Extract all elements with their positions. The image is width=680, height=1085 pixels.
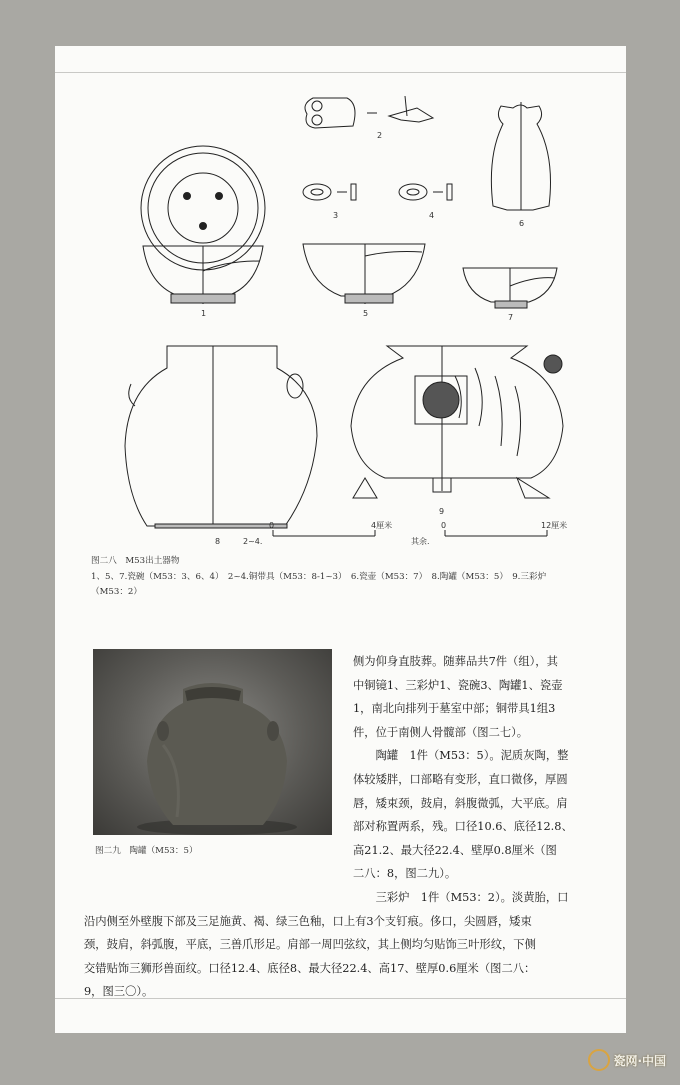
belt-fitting-2 <box>305 96 433 128</box>
text-line: 二八：8，图二九）。 <box>353 867 457 881</box>
text-line: 高21.2、最大径22.4、壁厚0.8厘米（图 <box>353 843 557 857</box>
text-full-width <box>84 886 568 1004</box>
label-5: 5 <box>363 309 369 318</box>
figure-29-caption: 图二九 陶罐（M53：5） <box>95 846 198 856</box>
text-line: 三彩炉 1件（M53：2）。淡黄胎，口 <box>353 891 569 904</box>
scale-right-zero: 0 <box>441 521 447 530</box>
scale-right-end: 12厘米 <box>541 521 568 530</box>
text-line: 陶罐 1件（M53：5）。泥质灰陶，整 <box>353 749 569 763</box>
jar-photo <box>93 649 332 835</box>
text-line: 沿内侧至外壁腹下部及三足施黄、褐、绿三色釉，口上有3个支钉痕。侈口，尖圆唇，矮束 <box>84 914 532 928</box>
text-line: 颈，鼓肩，斜弧腹，平底，三兽爪形足。肩部一周凹弦纹，其上侧均匀贴饰三叶形纹，下侧 <box>84 938 536 952</box>
label-7: 7 <box>508 313 514 322</box>
text-line: 侧为仰身直肢葬。随葬品共7件（组），其 <box>353 655 558 668</box>
scale-right-prefix: 其余. <box>411 537 430 546</box>
bowl-5-section <box>303 244 425 304</box>
label-9: 9 <box>439 507 445 516</box>
figure-28-caption-line1: 1、5、7.瓷碗（M53：3、6、4） 2~4.铜带具（M53：8-1~3） 6.瓷壶（M53：7） 8.陶罐（M53：5） 9.三彩炉 <box>91 572 547 582</box>
text-line: 唇，矮束颈，鼓肩，斜腹微弧，大平底。肩 <box>353 796 568 810</box>
jar-photo-image <box>93 649 332 835</box>
label-8: 8 <box>215 537 221 546</box>
belt-fitting-4 <box>399 184 452 200</box>
label-3: 3 <box>333 211 339 220</box>
scale-bar-right <box>445 530 547 536</box>
text-line: 1，南北向排列于墓室中部；铜带具1组3 <box>353 702 556 716</box>
label-2: 2 <box>377 131 383 140</box>
scale-left-zero: 0 <box>269 521 275 530</box>
text-line: 交错贴饰三狮形兽面纹。口径12.4、底径8、最大径22.4、高17、壁厚0.6厘米（图二八： <box>84 961 536 975</box>
bottom-rule <box>55 998 626 999</box>
censer-9-section <box>351 346 563 498</box>
figure-28-line-drawings <box>55 46 626 566</box>
text-right-column <box>353 650 573 886</box>
text-line: 体较矮胖，口部略有变形，直口微侈，厚圆 <box>353 772 568 786</box>
jar-8-section <box>125 346 317 528</box>
site-watermark <box>588 1049 666 1071</box>
figure-28-caption-title: 图二八 M53出土器物 <box>91 556 180 566</box>
label-6: 6 <box>519 219 525 228</box>
text-line: 9，图三〇）。 <box>84 985 154 999</box>
watermark-logo-icon <box>588 1049 610 1071</box>
scale-left-prefix: 2~4. <box>243 537 263 546</box>
text-line: 中铜镜1、三彩炉1、瓷碗3、陶罐1、瓷壶 <box>353 678 563 692</box>
text-line: 件，位于南侧人骨髋部（图二七）。 <box>353 725 529 739</box>
figure-28-caption-line2: （M53：2） <box>91 587 142 597</box>
vase-6-section <box>491 102 550 210</box>
text-line: 部对称置两系，残。口径10.6、底径12.8、 <box>353 820 573 834</box>
bowl-1-section <box>143 246 263 304</box>
watermark-text: 瓷网·中国 <box>613 1053 666 1068</box>
scale-left-end: 4厘米 <box>371 521 393 530</box>
label-1: 1 <box>201 309 207 318</box>
belt-fitting-3 <box>303 184 356 200</box>
scale-bar-left <box>273 530 375 536</box>
document-page <box>55 46 626 1033</box>
label-4: 4 <box>429 211 435 220</box>
bowl-7-section <box>463 268 557 308</box>
